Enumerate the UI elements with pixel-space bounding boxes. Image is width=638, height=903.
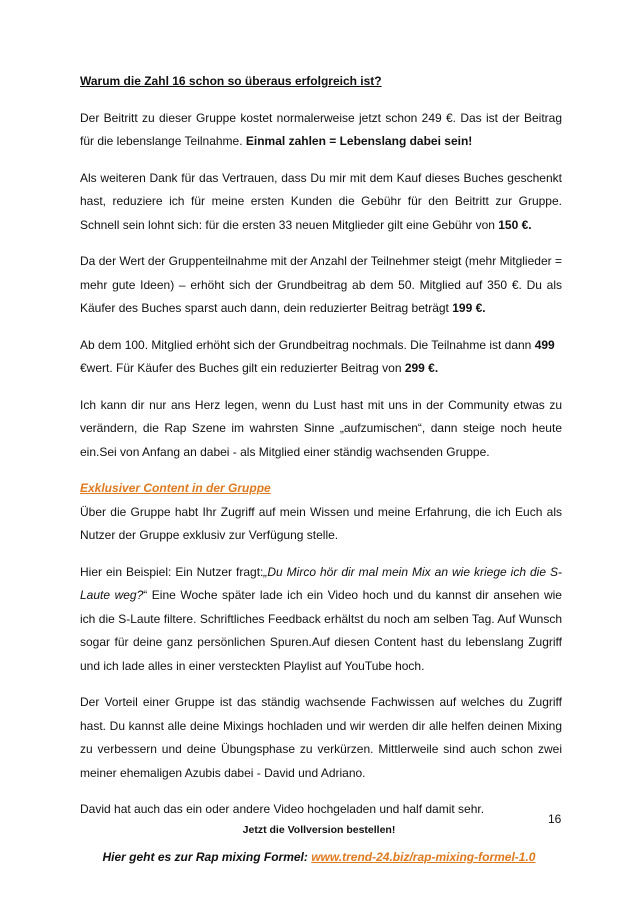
paragraph-advantage: Der Vorteil einer Gruppe ist das ständig wachsende Fachwissen auf welches du Zugriff hast. Du kannst alle deine Mixings hochladen und wir werden dir alle helfen deinen Mixing zu verbessern und deine Übungsphase zu verkürzen. Mittlerweile sind auch schon zwei meiner ehemaligen Azubis dabei - David und Adriano. [80,695,562,780]
emphasis-text: Einmal zahlen = Lebenslang dabei sein! [245,134,473,148]
paragraph-text: Als weiteren Dank für das Vertrauen, dass Du mir mit dem Kauf dieses Buches geschenkt hast, reduziere ich für meine ersten Kunden die Gebühr für den Beitritt zur Gruppe. Schnell sein lohnt sich: für die ersten 33 neuen Mitglieder gilt eine Gebühr von [80,170,562,232]
paragraph-text: Hier ein Beispiel: Ein Nutzer fragt: [80,564,264,579]
paragraph-community: Ich kann dir nur ans Herz legen, wenn du Lust hast mit uns in der Community etwas zu verändern, die Rap Szene im wahrsten Sinne „aufzumischen“, dann steige noch heute ein.Sei von Anfang an dabei - als Mitglied einer ständig wachsenden Gruppe. [80,397,562,459]
footer-order-text: Jetzt die Vollversion bestellen! [242,824,396,836]
footer-link-line [0,850,638,864]
subsection-heading: Exklusiver Content in der Gruppe [80,481,271,495]
paragraph-text: Der Beitritt zu dieser Gruppe kostet normalerweise jetzt schon 249 €. Das ist der Beitrag für die lebenslange Teilnahme. [80,110,562,148]
paragraph-text: €wert. Für Käufer des Buches gilt ein reduzierter Beitrag von [80,361,405,375]
paragraph-example [80,561,562,679]
paragraph-discount [80,167,562,238]
paragraph-price [80,107,562,154]
price-highlight: 299 €. [404,361,439,375]
footer-link[interactable]: www.trend-24.biz/rap-mixing-formel-1.0 [311,850,536,864]
page-content [80,70,562,835]
price-highlight: 150 €. [498,217,532,232]
section-heading: Warum die Zahl 16 schon so überaus erfolgreich ist? [80,74,382,88]
footer-link-prefix: Hier geht es zur Rap mixing Formel: [102,850,312,864]
paragraph-100th-member [80,334,562,381]
paragraph-text: Da der Wert der Gruppenteilnahme mit der Anzahl der Teilnehmer steigt (mehr Mitglieder = mehr gute Ideen) – erhöht sich der Grundbeitrag ab dem 50. Mitglied auf 350 €. Du als Käufer des Buches sparst auch dann, dein reduzierter Beitrag beträgt [80,254,562,315]
paragraph-text: Ab dem 100. Mitglied erhöht sich der Grundbeitrag nochmals. Die Teilnahme ist dann [80,337,535,352]
quote-text: „Du Mirco hör dir mal mein Mix an wie kriege ich die S-Laute weg? [80,564,562,602]
paragraph-text: “ Eine Woche später lade ich ein Video hoch und du kannst dir ansehen wie ich die S-Laute filtere. Schriftliches Feedback erhältst du noch am selben Tag. Auf Wunsch sogar für deine ganz persönlichen Spuren.Auf diesen Content hast du lebenslang Zugriff und ich lade alles in einer versteckten Playlist auf YouTube hoch. [80,588,562,673]
paragraph-david: David hat auch das ein oder andere Video hochgeladen und half damit sehr. [80,802,485,816]
paragraph-50th-member [80,250,562,321]
page-number: 16 [548,812,562,826]
price-highlight: 199 €. [452,301,486,315]
price-highlight: 499 [534,337,555,352]
paragraph-access: Über die Gruppe habt Ihr Zugriff auf mein Wissen und meine Erfahrung, die ich Euch als Nutzer der Gruppe exklusiv zur Verfügung stelle. [80,504,562,542]
